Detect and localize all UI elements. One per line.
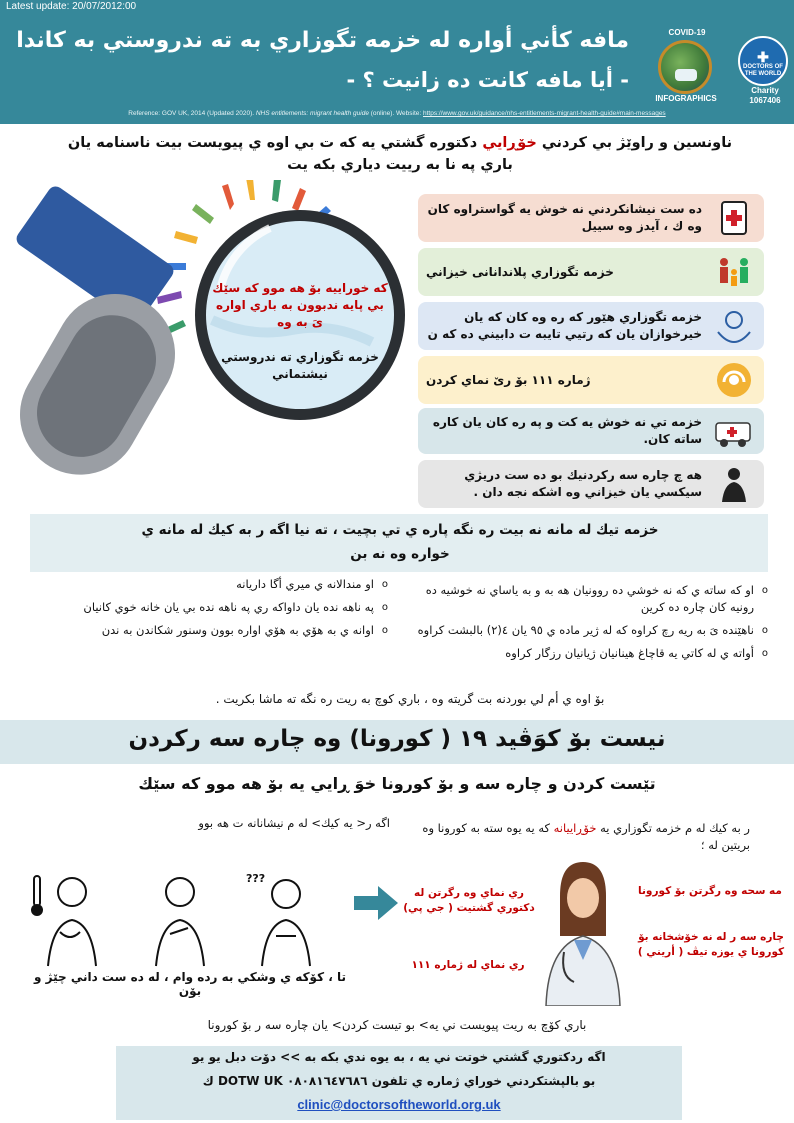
- list-item: o أواته ي له كاتي يه قاچاغ هينانيان ژيانيان رزگار كراوه: [410, 645, 768, 662]
- covid-section-title: نيست بۆ كوَڤيد ١٩ ( كورونا) وه چاره سه ركردن: [128, 726, 666, 752]
- service-text: ده ست نيشانكردني نه خوش يه گواستراوه كان وه ك ، آيدز وه سييل: [427, 202, 702, 233]
- magnifier-illustration: [0, 180, 420, 510]
- list-item: o ناهێنده یَ به ريه رچ كراوه كه له ژير ماده ي ٩٥ يان ٤(٢) بالبشت كراوه: [410, 622, 768, 639]
- service-item: [418, 460, 764, 508]
- first-aid-kit-icon: [714, 198, 754, 238]
- magnifier-black-text: خزمه تگوزاري ته ندروستي نيشتماني: [221, 350, 379, 381]
- question-marks-icon: ???: [246, 872, 266, 885]
- magnifier-red-text: كه خورايیه بۆ هه موو كه سێك بي پايه ندبوون به باري اواره یَ به وه: [212, 281, 388, 329]
- symptoms-caption: تا ، كۆكه ي وشكي به رده وام ، له ده ست داني چێژ و بۆن: [34, 970, 346, 998]
- symptoms-intro: اگه ر< يه كيك> له م نيشانانه ت هه بوو: [198, 816, 390, 830]
- family-icon: [714, 252, 754, 292]
- exemptions-list-right: [410, 582, 768, 668]
- covid-globe-icon: [658, 40, 712, 94]
- charity-label: Charity: [751, 86, 779, 95]
- list-item: o اوانه ي به هۆي به هۆي اواره بوون وسنور شكاندن به ندن: [40, 622, 388, 639]
- reference-line: [0, 110, 794, 117]
- service-text: خزمه تگوزاري پلاندانانی خيزاني: [426, 264, 614, 279]
- covid-label: COVID-19: [668, 28, 706, 37]
- charity-info: [736, 86, 794, 106]
- service-text: هه چ چاره سه ركردنيك بو ده ست دريژي سيكسي يان خيزاني وه اشكه نجه دان .: [464, 468, 702, 499]
- doctor-label-111: ري نماي له ژماره ١١١: [411, 959, 525, 971]
- doctor-label-vaccine: مه سحه وه رگرتن بۆ كورونا: [638, 885, 782, 897]
- page-subtitle: - أيا مافه كانت ده زانيت ؟ -: [346, 68, 629, 92]
- service-text: خزمه تگوزاري هێور كه ره وه كان كه يان خيرخوازان يان كه رتيي تايبه ت دابيني ده كه ن: [427, 310, 702, 341]
- covid-intro-before: ر به كيك له م خزمه تگوزاري يه: [600, 821, 750, 835]
- exemptions-title: [40, 518, 760, 566]
- covid-intro-highlight: خۆڕاييانه: [553, 821, 597, 835]
- exemptions-note: بۆ اوه ي أم لي بوردنه بت گريته وه ، باري كوچ به ريت ره نگه ته ماشا بكريت .: [215, 692, 605, 706]
- fever-person-icon: [48, 878, 96, 966]
- ambulance-icon: [714, 411, 754, 451]
- list-item: o او كه ساته ي كه نه خوشي ده روونيان هه به و به ياساي نه خوشيه ده رونيه كان چاره ده كرين: [410, 582, 768, 616]
- intro-part1: ناونسين و راوێژ بي كردني: [541, 135, 733, 151]
- symptoms-illustration: [20, 862, 340, 968]
- page-title: مافه كأني أواره له خزمه تگوزاري به ته ندروستي به كاندا: [16, 28, 629, 53]
- doctor-label-treatment: چاره سه ر له نه خۆشخانه بۆ كورونا ي يوزه تيڤ ( أريني ): [637, 931, 785, 958]
- coughing-person-icon: [156, 878, 204, 966]
- intro-highlight: خۆڕايي: [482, 135, 537, 151]
- covid-section-subtitle: تێست كردن و چاره سه و بۆ كورونا خوَ ڕايي يه بۆ هه موو كه سێك: [138, 774, 656, 793]
- charity-number: 1067406: [749, 96, 781, 105]
- service-item: [418, 194, 764, 242]
- last-update-text: Latest update: 20/07/2012:00: [6, 1, 137, 12]
- service-item: [418, 356, 764, 404]
- footer-contact-line1: اگه ردكتوري گشتي خوتت ني يه ، به يوه ندي بكه به >> دۆت دبل يو يو: [192, 1050, 606, 1064]
- infographics-label: INFOGRAPHICS: [655, 94, 717, 103]
- covid-intro-after: كه يه يوه سته به كورونا وه بريتين له ؛: [422, 821, 750, 852]
- exemptions-title-line2: خواره وه نه بن: [350, 546, 450, 562]
- intro-part2: دكتوره گشتي يه كه ت بي اوه ي پيويست بيت ناسنامه يان: [67, 135, 478, 151]
- reference-link[interactable]: https://www.gov.uk/guidance/nhs-entitlements-migrant-health-guide#main-messages: [423, 110, 666, 117]
- arrow-right-icon: [354, 886, 398, 920]
- intro-line2: باري په نا به رييت دياري بكه يت: [287, 157, 513, 173]
- list-item: o او مندالانه ي ميري أگا داريانه: [40, 576, 388, 593]
- list-item: o په ناهه نده يان داواكه ري په ناهه نده بي يان خانه خوي كانيان: [40, 599, 388, 616]
- caring-hands-icon: [714, 306, 754, 346]
- exemptions-title-line1: خزمه تيك له مانه نه بيت ره نگه پاره ي تي بچيت ، ته نيا اگه ر به كيك له مانه ي: [141, 522, 659, 538]
- service-text: ژماره ١١١ بۆ رێ نماي كردن: [426, 372, 591, 387]
- contact-email-link[interactable]: clinic@doctorsoftheworld.org.uk: [297, 1097, 501, 1112]
- service-item: [418, 248, 764, 296]
- footer-statement: باري كۆچ به ريت پيويست ني يه> بو تيست كردن> يان چاره سه ر بۆ كورونا: [207, 1018, 587, 1032]
- confused-person-icon: [262, 880, 310, 966]
- intro-text: [20, 132, 780, 176]
- reference-title: NHS entitlements: migrant health guide: [255, 110, 369, 117]
- covid-services-intro: [410, 820, 750, 854]
- exemptions-list-left: [40, 576, 388, 645]
- doctor-label-gp: ري نماي وه رگرتن له دكتوري گشتيت ( جي پي): [403, 887, 535, 914]
- reference-mid: (online). Website:: [368, 110, 424, 117]
- service-text: خزمه تي نه خوش يه كت و په ره كان يان كاره ساته كان.: [432, 415, 702, 446]
- service-item: [418, 302, 764, 350]
- reference-prefix: Reference: GOV UK, 2014 (Updated 2020).: [128, 110, 256, 117]
- thermometer-icon: [31, 876, 43, 916]
- doctor-illustration: [540, 856, 626, 1006]
- logo-text: DOCTORS OF THE WORLD: [743, 64, 783, 77]
- support-person-icon: [714, 464, 754, 504]
- service-item: [418, 408, 764, 454]
- headset-icon: [714, 360, 754, 400]
- doctors-of-the-world-logo: ✚ DOCTORS OF THE WORLD: [738, 36, 788, 86]
- footer-contact-line2: بو بالپشتكردني خوراي ژماره ي تلفون ٠٨٠٨١٦٤٧٦٨٦ DOTW UK ك: [202, 1074, 596, 1088]
